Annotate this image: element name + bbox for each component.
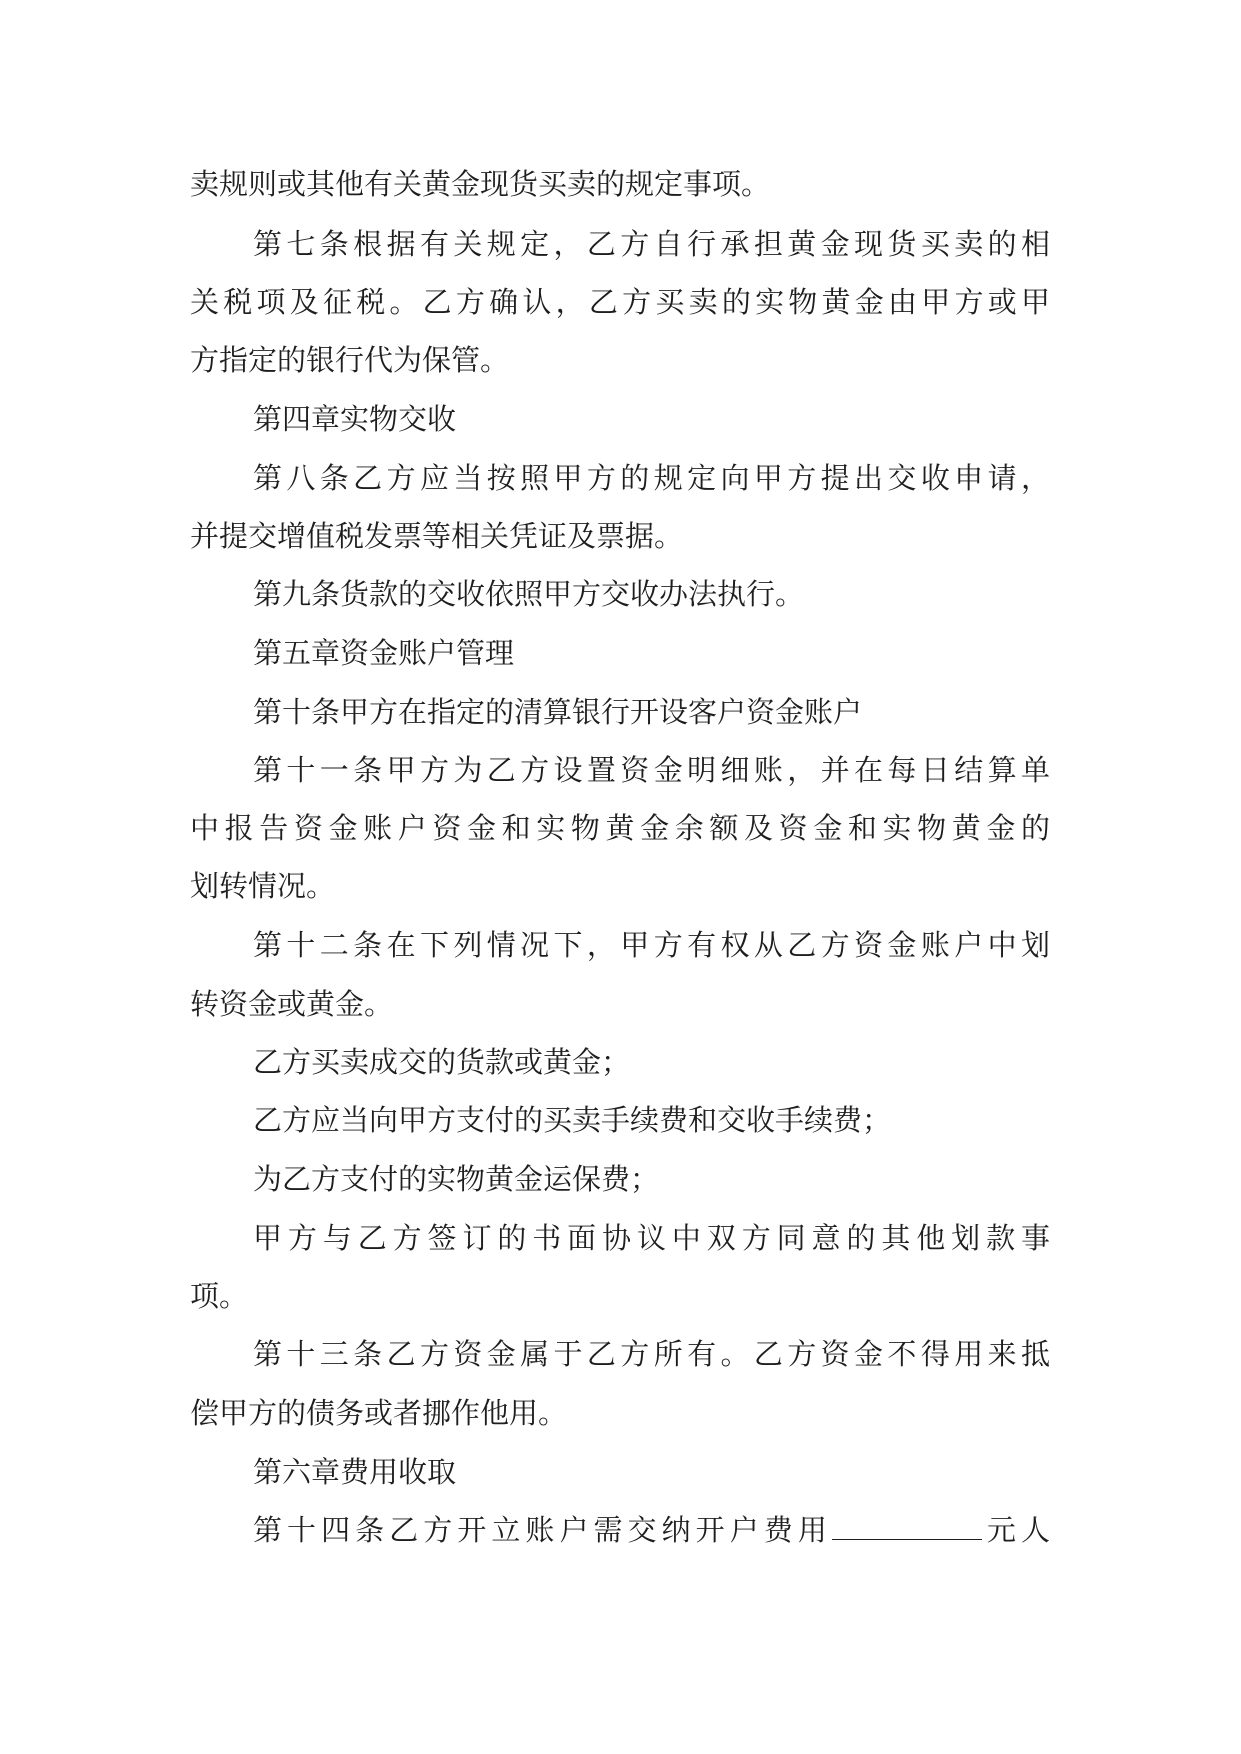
list-item: 为乙方支付的实物黄金运保费； [253,1162,660,1196]
chapter-heading: 第四章实物交收 [253,402,457,436]
fill-in-blank [832,1515,982,1540]
text-line: 偿甲方的债务或者挪作他用。 [190,1396,568,1430]
text-segment: 元人 [981,1513,1050,1547]
list-item: 乙方买卖成交的货款或黄金； [253,1045,631,1079]
text-line: 第七条根据有关规定，乙方自行承担黄金现货买卖的相 [253,227,1050,261]
text-line: 第十一条甲方为乙方设置资金明细账，并在每日结算单 [253,753,1050,787]
text-line: 并提交增值税发票等相关凭证及票据。 [190,519,684,553]
text-line: 关税项及征税。乙方确认，乙方买卖的实物黄金由甲方或甲 [190,285,1050,319]
text-segment: 第十四条乙方开立账户需交纳开户费用 [253,1513,832,1547]
text-line: 项。 [190,1279,249,1313]
list-item: 乙方应当向甲方支付的买卖手续费和交收手续费； [253,1103,892,1137]
text-line: 中报告资金账户资金和实物黄金余额及资金和实物黄金的 [190,811,1050,845]
text-line: 第十条甲方在指定的清算银行开设客户资金账户 [253,695,863,729]
text-line [253,1510,1050,1550]
text-line: 第十二条在下列情况下，甲方有权从乙方资金账户中划 [253,928,1050,962]
text-line: 第八条乙方应当按照甲方的规定向甲方提出交收申请， [253,461,1050,495]
text-line: 第十三条乙方资金属于乙方所有。乙方资金不得用来抵 [253,1337,1050,1371]
text-line: 卖规则或其他有关黄金现货买卖的规定事项。 [190,167,771,201]
text-line: 划转情况。 [190,869,336,903]
chapter-heading: 第六章费用收取 [253,1455,457,1489]
text-line: 第九条货款的交收依照甲方交收办法执行。 [253,577,805,611]
text-line: 方指定的银行代为保管。 [190,343,510,377]
list-item: 甲方与乙方签订的书面协议中双方同意的其他划款事 [253,1221,1050,1255]
text-line: 转资金或黄金。 [190,987,394,1021]
chapter-heading: 第五章资金账户管理 [253,636,515,670]
